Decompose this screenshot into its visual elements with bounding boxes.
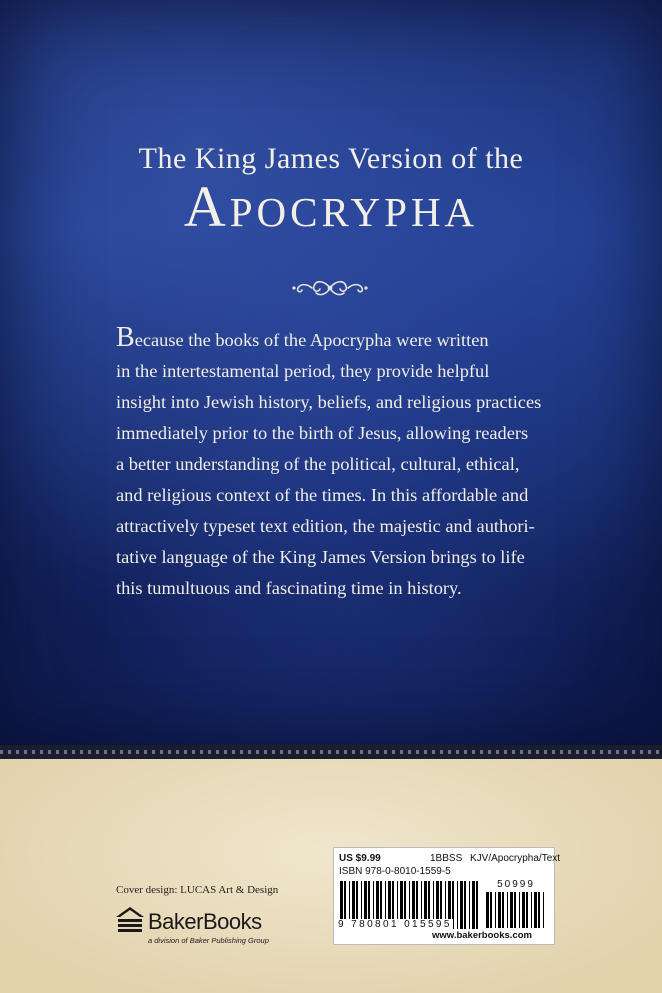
publisher-name: BakerBooks (148, 909, 262, 934)
barcode-bar (538, 892, 540, 928)
dropcap: B (116, 322, 135, 353)
barcode-bar (502, 892, 504, 928)
border-pattern (0, 750, 662, 754)
cover-design-credit: Cover design: LUCAS Art & Design (116, 884, 279, 896)
description-line: tative language of the King James Version brings to life (116, 547, 525, 567)
barcode-bar (464, 881, 466, 929)
barcode-bar (498, 892, 501, 928)
barcode-bar (460, 881, 463, 929)
barcode-bar (519, 892, 520, 928)
barcode-bar (457, 881, 458, 929)
barcode-bar (495, 892, 496, 928)
barcode-bar (534, 892, 537, 928)
description-line: this tumultuous and fascinating time in history. (116, 578, 462, 598)
product-code: 1BBSS (430, 853, 463, 864)
barcode-bar (510, 892, 513, 928)
ean-number: 9 780801 015595 (338, 919, 452, 930)
description (116, 322, 556, 604)
addon-barcode (485, 892, 547, 928)
description-line: immediately prior to the birth of Jesus, allowing readers (116, 423, 529, 443)
barcode-bar (490, 892, 492, 928)
barcode-bar (531, 892, 532, 928)
description-line: and religious context of the times. In this affordable and (116, 485, 529, 505)
description-line: a better understanding of the political, cultural, ethical, (116, 454, 520, 474)
website: www.bakerbooks.com (432, 930, 532, 941)
barcode-bar (476, 881, 478, 929)
barcode-bar (526, 892, 528, 928)
price: US $9.99 (339, 853, 381, 864)
cover-bottom-panel (0, 759, 662, 993)
title-line-2: Apocrypha (183, 174, 479, 239)
barcode-bar (472, 881, 475, 929)
barcode-label (333, 847, 561, 945)
scroll-flourish-icon (290, 277, 370, 299)
description-line: in the intertestamental period, they provide helpful (116, 361, 490, 381)
bakerbooks-logo-icon (112, 903, 148, 937)
decorative-border (0, 745, 662, 759)
title-line-1: The King James Version of the (138, 142, 524, 175)
description-line: insight into Jewish history, beliefs, and religious practices (116, 392, 542, 412)
barcode-bar (543, 892, 544, 928)
barcode-bar (486, 892, 489, 928)
publisher-logo (112, 903, 292, 953)
barcode-bar (514, 892, 516, 928)
description-line: attractively typeset text edition, the majestic and authori- (116, 516, 535, 536)
barcode-bar (469, 881, 470, 929)
isbn: ISBN 978-0-8010-1559-5 (339, 866, 451, 877)
category: KJV/Apocrypha/Text (470, 853, 561, 864)
description-line: Because the books of the Apocrypha were written (116, 322, 489, 353)
barcode-bar (522, 892, 525, 928)
publisher-subtitle: a division of Baker Publishing Group (148, 936, 269, 945)
barcode-bar (507, 892, 508, 928)
addon-number: 50999 (497, 879, 535, 890)
